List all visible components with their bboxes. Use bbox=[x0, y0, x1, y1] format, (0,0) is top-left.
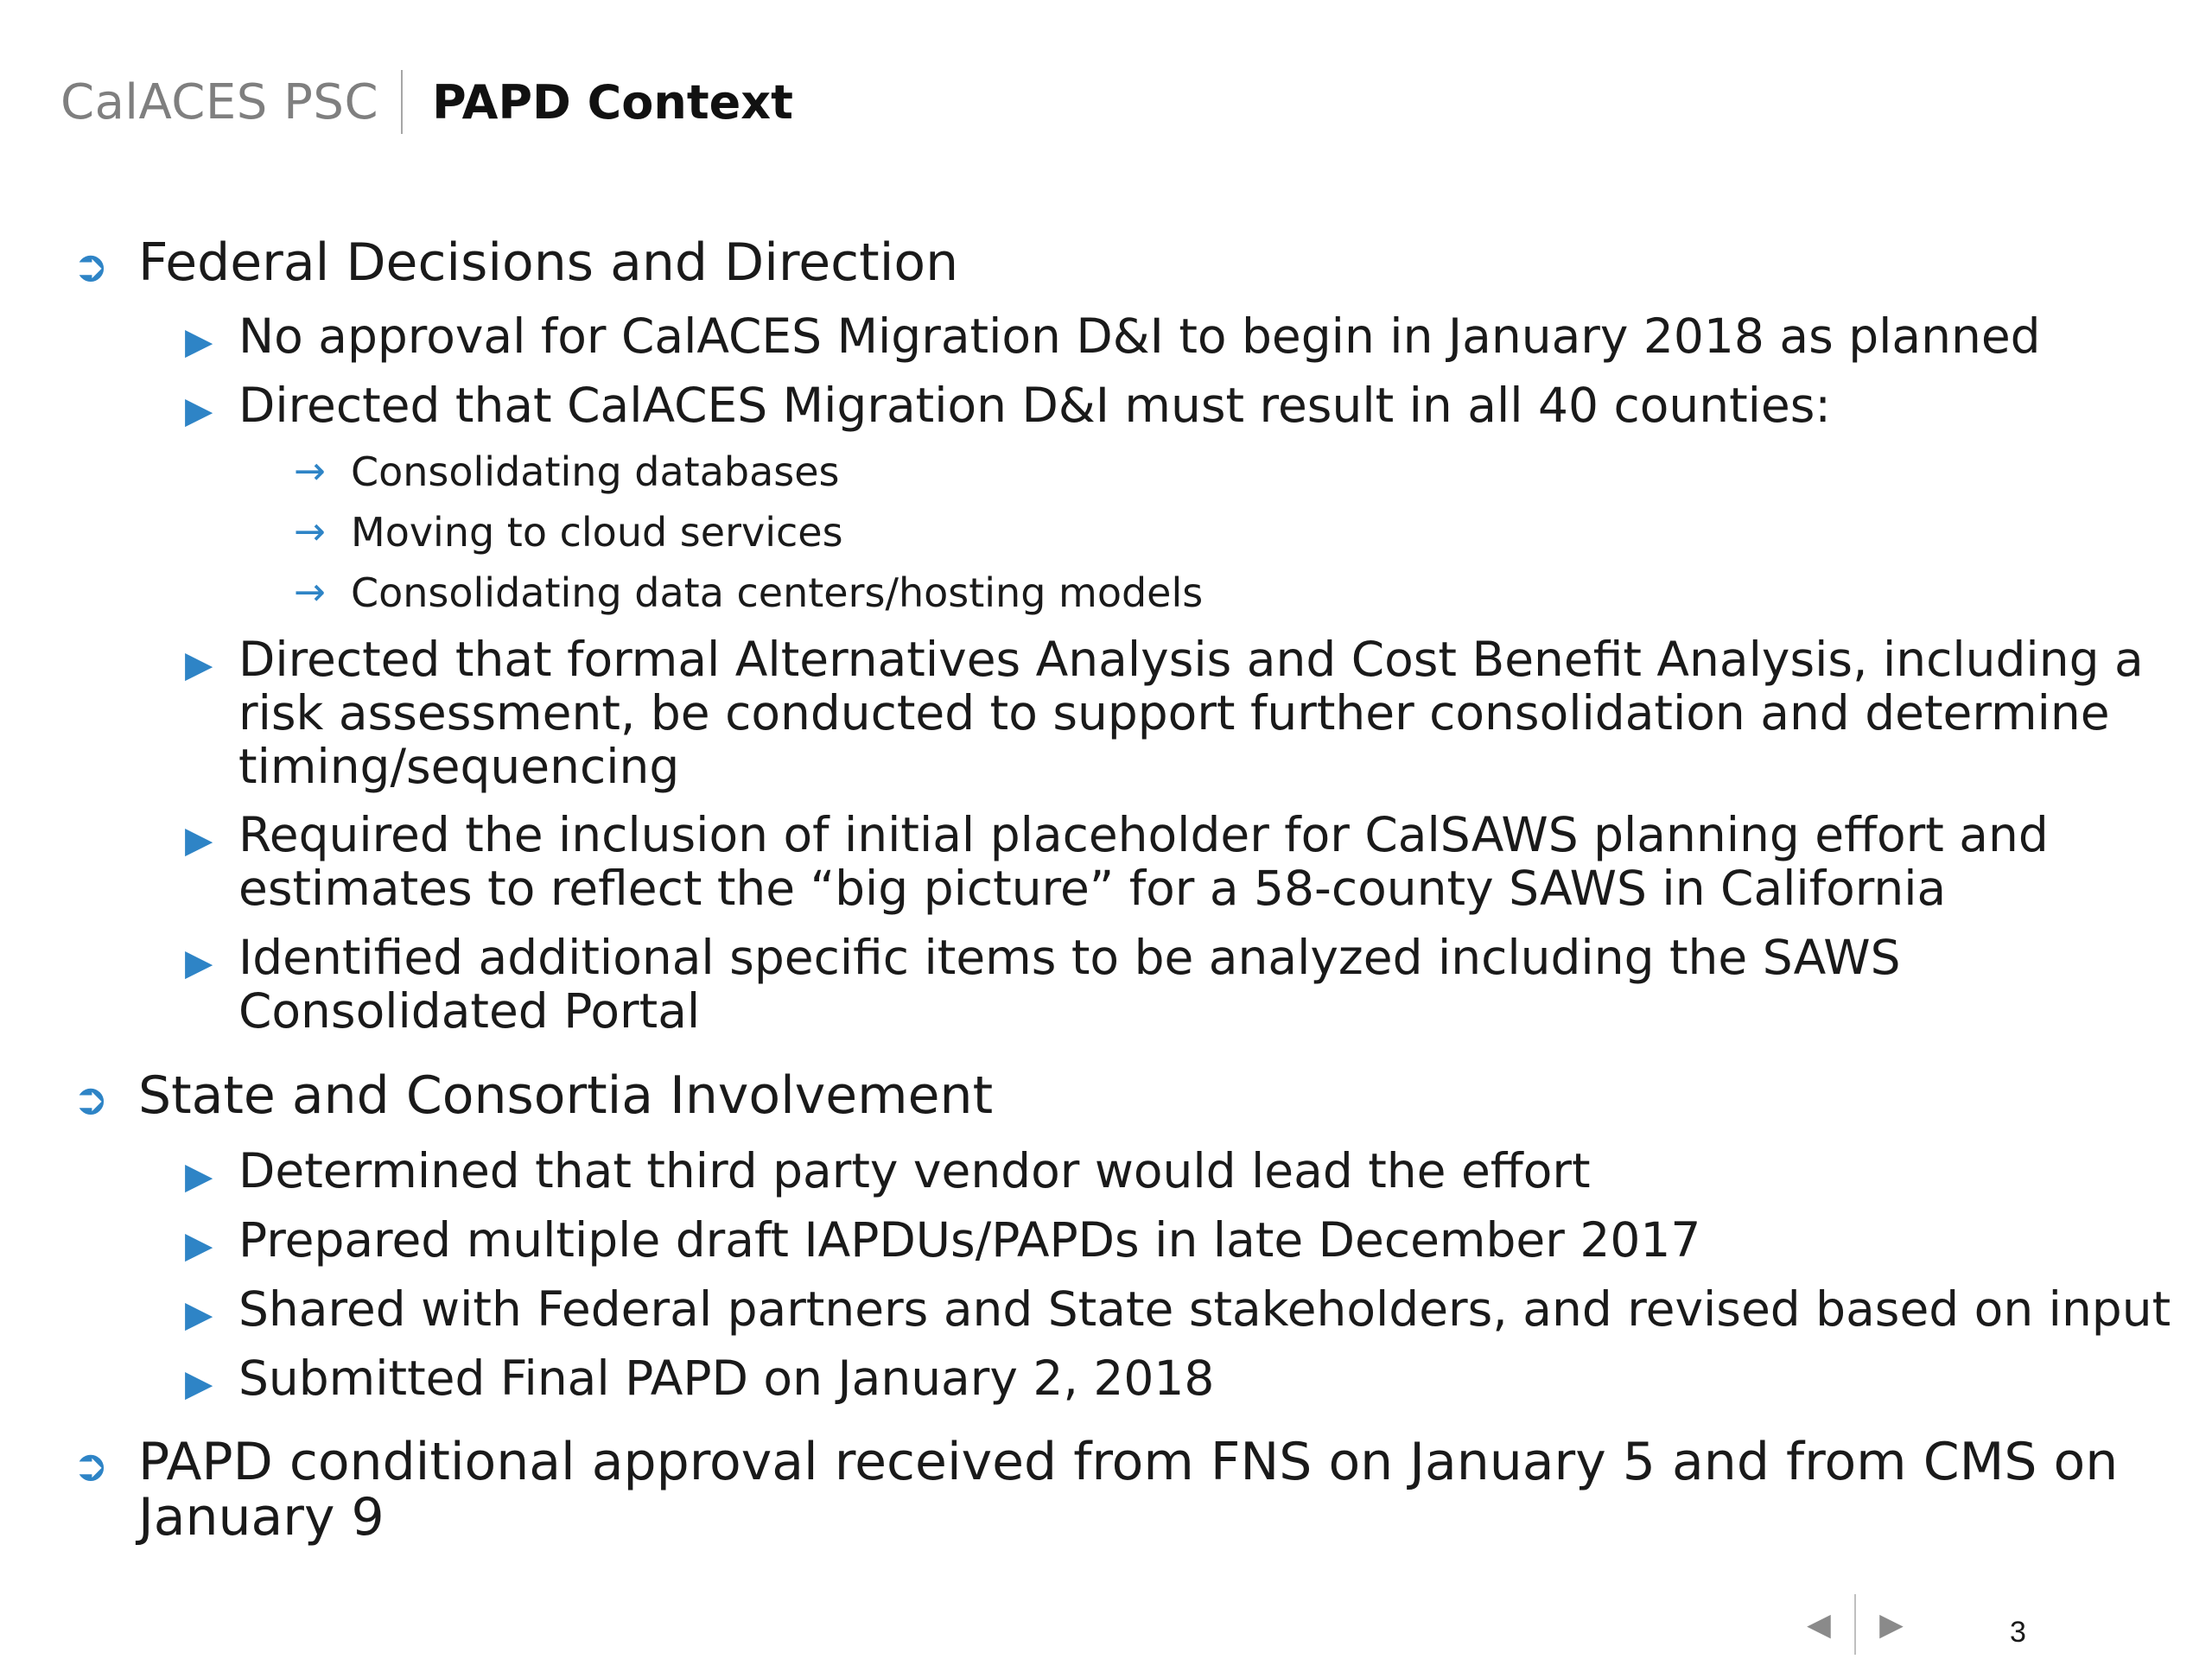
arrow-bullet-icon: → bbox=[294, 449, 326, 493]
bullet-text: Directed that CalACES Migration D&I must result in all 40 counties: bbox=[238, 378, 1831, 433]
triangle-bullet-icon: ▶ bbox=[185, 941, 213, 983]
next-slide-icon[interactable]: ▶ bbox=[1879, 1606, 1904, 1643]
bullet-level2 bbox=[185, 930, 2165, 1039]
nav-divider bbox=[1854, 1594, 1856, 1655]
triangle-bullet-icon: ▶ bbox=[185, 1154, 213, 1197]
bullet-level1 bbox=[73, 232, 2160, 293]
bullet-level1 bbox=[73, 1432, 2160, 1548]
bullet-text: Required the inclusion of initial placeholder for CalSAWS planning effort and estimates to reflect the “big picture” for a 58-county SAWS in California bbox=[238, 807, 2049, 916]
bullet-level3 bbox=[294, 569, 1204, 617]
arrow-bullet-icon: → bbox=[294, 570, 326, 614]
bullet-level3 bbox=[294, 508, 843, 556]
arrow-bullet-icon: → bbox=[294, 510, 326, 554]
triangle-bullet-icon: ▶ bbox=[185, 1362, 213, 1404]
triangle-bullet-icon: ▶ bbox=[185, 320, 213, 362]
bullet-text: Federal Decisions and Direction bbox=[138, 232, 959, 293]
bullet-text: Submitted Final PAPD on January 2, 2018 bbox=[238, 1351, 1215, 1406]
curved-arrow-bullet-icon: ➲ bbox=[73, 1440, 109, 1491]
bullet-level2 bbox=[185, 378, 2165, 433]
slide-navigation bbox=[1797, 1594, 1913, 1655]
curved-arrow-bullet-icon: ➲ bbox=[73, 241, 109, 291]
bullet-level2 bbox=[185, 1351, 2165, 1406]
triangle-bullet-icon: ▶ bbox=[185, 1224, 213, 1266]
bullet-text: Shared with Federal partners and State stakeholders, and revised based on input bbox=[238, 1281, 2171, 1337]
org-name: CalACES PSC bbox=[60, 73, 379, 130]
bullet-level2 bbox=[185, 632, 2165, 794]
bullet-level3 bbox=[294, 448, 840, 496]
triangle-bullet-icon: ▶ bbox=[185, 643, 213, 685]
previous-slide-icon[interactable]: ◀ bbox=[1807, 1606, 1831, 1643]
bullet-text: Prepared multiple draft IAPDUs/PAPDs in late December 2017 bbox=[238, 1212, 1701, 1268]
triangle-bullet-icon: ▶ bbox=[185, 389, 213, 431]
triangle-bullet-icon: ▶ bbox=[185, 1293, 213, 1335]
bullet-text: State and Consortia Involvement bbox=[138, 1065, 994, 1126]
slide-title: PAPD Context bbox=[432, 74, 793, 130]
bullet-level1 bbox=[73, 1065, 2160, 1126]
bullet-level2 bbox=[185, 308, 2165, 364]
bullet-text: Directed that formal Alternatives Analysis and Cost Benefit Analysis, including a risk assessment, be conducted to support further consolidation and determine timing/sequencing bbox=[238, 632, 2144, 794]
bullet-text: No approval for CalACES Migration D&I to begin in January 2018 as planned bbox=[238, 308, 2041, 364]
bullet-text: Consolidating databases bbox=[351, 448, 840, 495]
bullet-text: Identified additional specific items to be analyzed including the SAWS Consolidated Portal bbox=[238, 930, 1901, 1039]
bullet-text: PAPD conditional approval received from FNS on January 5 and from CMS on January 9 bbox=[138, 1432, 2119, 1548]
bullet-text: Consolidating data centers/hosting models bbox=[351, 569, 1204, 616]
bullet-level2 bbox=[185, 1212, 2165, 1268]
bullet-text: Moving to cloud services bbox=[351, 509, 843, 556]
bullet-level2 bbox=[185, 1143, 2165, 1198]
bullet-text: Determined that third party vendor would lead the effort bbox=[238, 1143, 1591, 1198]
triangle-bullet-icon: ▶ bbox=[185, 818, 213, 861]
bullet-level2 bbox=[185, 1281, 2171, 1337]
bullet-level2 bbox=[185, 807, 2165, 916]
curved-arrow-bullet-icon: ➲ bbox=[73, 1074, 109, 1124]
page-number: 3 bbox=[2010, 1616, 2026, 1649]
